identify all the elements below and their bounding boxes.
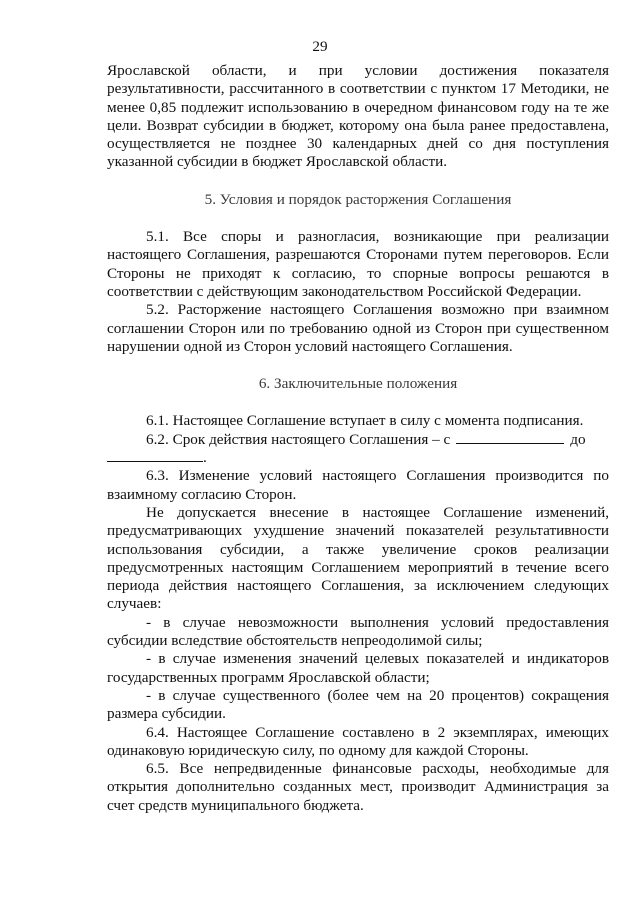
clause-5-2: 5.2. Расторжение настоящего Соглашения возможно при взаимном соглашении Сторон или по требованию одной из Сторон при существенном нарушении одной из Сторон условий настоящего Соглашения. — [107, 301, 609, 355]
section-6-heading: 6. Заключительные положения — [258, 375, 458, 393]
clause-6-3: 6.3. Изменение условий настоящего Соглашения производится по взаимному согласию Сторон. — [107, 467, 609, 503]
exception-item-3: - в случае существенного (более чем на 20 процентов) сокращения размера субсидии. — [107, 686, 609, 723]
exception-item-1: - в случае невозможности выполнения условий предоставления субсидии вследствие обстоятельств непреодолимой силы; — [107, 613, 609, 650]
page-number: 29 — [312, 38, 328, 55]
clause-6-2-text-start: 6.2. Срок действия настоящего Соглашения – с — [146, 430, 451, 448]
intro-paragraph: Ярославской области, и при условии достижения показателя результативности, рассчитанного в соответствии с пунктом 17 Методики, не менее 0,85 подлежит использованию в очередном финансовом году на те же цели. Возврат субсидии в бюджет, которому она была ранее предоставлена, осуществляется не позднее 30 календарных дней со дня поступления указанной субсидии в бюджет Ярославской области. — [107, 62, 609, 171]
document-body — [107, 62, 609, 815]
clause-6-1: 6.1. Настоящее Соглашение вступает в силу с момента подписания. — [146, 412, 584, 430]
clause-6-4: 6.4. Настоящее Соглашение составлено в 2 экземплярах, имеющих одинаковую юридическую силу, по одному для каждой Стороны. — [107, 723, 609, 759]
clause-6-2-text-end: . — [203, 449, 207, 467]
section-5-heading: 5. Условия и порядок расторжения Соглашения — [204, 190, 512, 208]
clause-6-5: 6.5. Все непредвиденные финансовые расходы, необходимые для открытия дополнительно созданных мест, производит Администрация за счет средств муниципального бюджета. — [107, 760, 609, 814]
clause-6-2-text-mid: до — [570, 430, 586, 448]
start-date-blank — [456, 431, 564, 444]
end-date-blank — [107, 449, 203, 462]
exception-item-2: - в случае изменения значений целевых показателей и индикаторов государственных программ Ярославской области; — [107, 650, 609, 686]
clause-6-3-restrictions: Не допускается внесение в настоящее Соглашение изменений, предусматривающих ухудшение значений показателей результативности использования субсидии, а также увеличение сроков реализации предусмотренных настоящим Соглашением мероприятий в течение всего периода действия настоящего Соглашения, за исключением следующих случаев: — [107, 503, 609, 613]
clause-6-2 — [107, 431, 609, 468]
clause-5-1: 5.1. Все споры и разногласия, возникающие при реализации настоящего Соглашения, разрешаются Сторонами путем переговоров. Если Стороны не приходят к согласию, то спорные вопросы решаются в соответствии с действующим законодательством Российской Федерации. — [107, 228, 609, 300]
